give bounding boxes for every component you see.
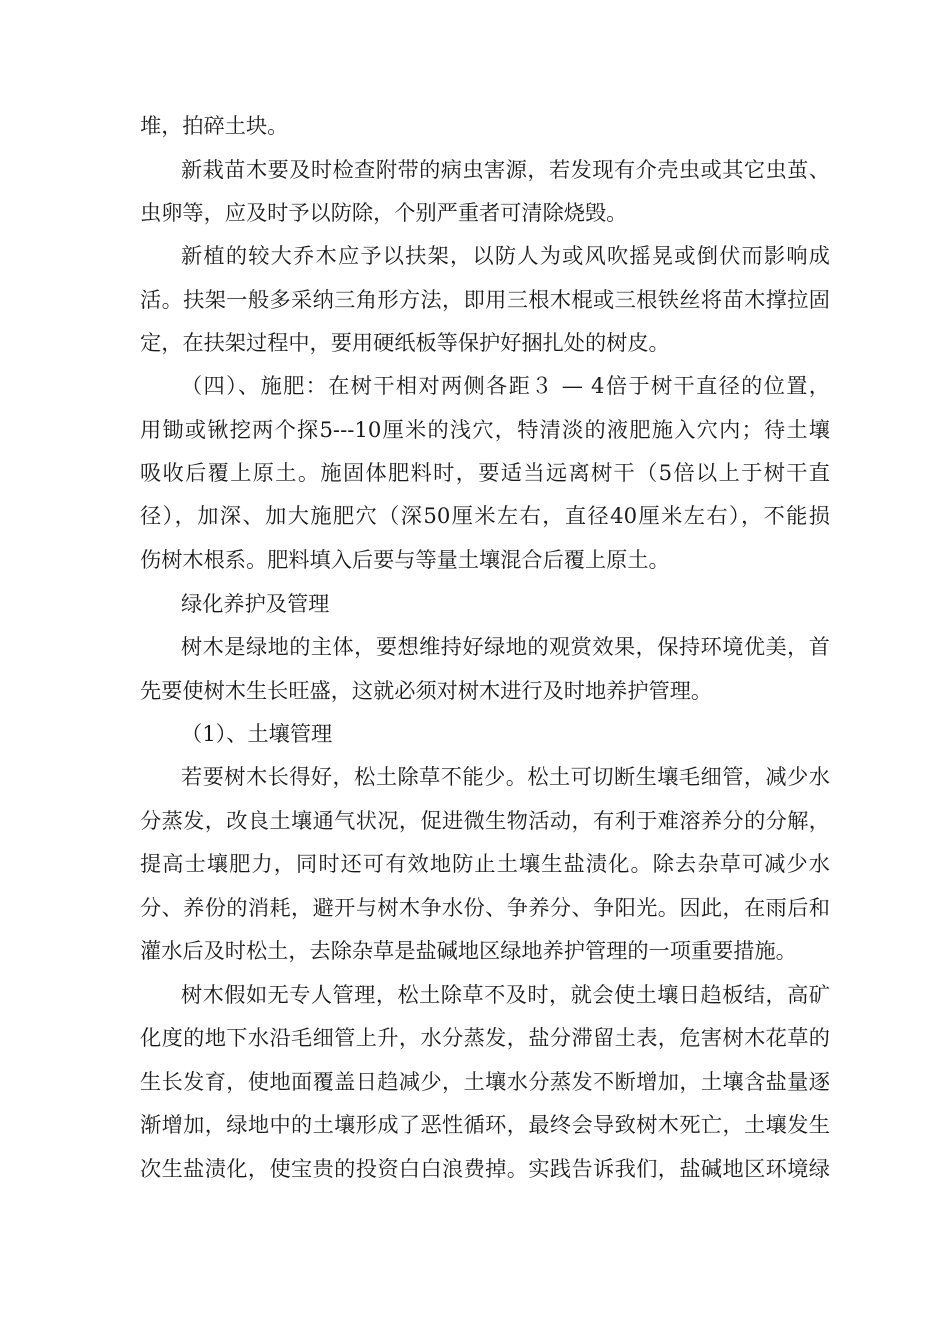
paragraph-start-line: 新植的较大乔木应予以扶架，以防人为或风吹摇晃或倒伏而影响成 (181, 243, 830, 268)
text-line: 次生盐渍化，使宝贵的投资白白浪费掉。实践告诉我们，盐碱地区环境绿 (140, 1156, 830, 1181)
section-heading: 绿化养护及管理 (181, 591, 330, 616)
text-line: 定，在扶架过程中，要用硬纸板等保护好捆扎处的树皮。 (140, 330, 670, 355)
text-line: 吸收后覆上原土。施固体肥料时，要适当远离树干（5倍以上于树干直 (140, 460, 830, 485)
text-line: 灌水后及时松土，去除杂草是盐碱地区绿地养护管理的一项重要措施。 (140, 938, 797, 963)
text-line: 渐增加，绿地中的土壤形成了恶性循环，最终会导致树木死亡，土壤发生 (140, 1112, 830, 1137)
text-line: 虫卵等，应及时予以防除，个别严重者可清除烧毁。 (140, 200, 628, 225)
text-line: 用锄或锹挖两个探5---10厘米的浅穴，特清淡的液肥施入穴内；待土壤 (140, 417, 830, 442)
paragraph-start-line: 新栽苗木要及时检查附带的病虫害源，若发现有介壳虫或其它虫茧、 (181, 157, 830, 182)
text-line: 活。扶架一般多采纳三角形方法，即用三根木棍或三根铁丝将苗木撑拉固 (140, 287, 830, 312)
text-line: 径），加深、加大施肥穴（深50厘米左右，直径40厘米左右），不能损 (140, 503, 830, 528)
text-line: 伤树木根系。肥料填入后要与等量土壤混合后覆上原土。 (140, 547, 670, 572)
paragraph-start-line: （四）、施肥：在树干相对两侧各距３ — 4倍于树干直径的位置， (181, 373, 830, 398)
text-line: 化度的地下水沿毛细管上升，水分蒸发，盐分滞留土表，危害树木花草的 (140, 1025, 830, 1050)
paragraph-start-line: 树木是绿地的主体，要想维持好绿地的观赏效果，保持环境优美，首 (181, 634, 830, 659)
text-line: 分蒸发，改良土壤通气状况，促进微生物活动，有利于难溶养分的分解， (140, 808, 830, 833)
text-line: 先要使树木生长旺盛，这就必须对树木进行及时地养护管理。 (140, 678, 713, 703)
subsection-heading: （1）、土壤管理 (181, 721, 333, 746)
paragraph-start-line: 树木假如无专人管理，松土除草不及时，就会使土壤日趋板结，高矿 (181, 982, 830, 1007)
text-line: 生长发育，使地面覆盖日趋减少，土壤水分蒸发不断增加，土壤含盐量逐 (140, 1069, 830, 1094)
paragraph-start-line: 若要树木长得好，松土除草不能少。松土可切断生壤毛细管，减少水 (181, 764, 830, 789)
text-line: 分、养份的消耗，避开与树木争水份、争养分、争阳光。因此，在雨后和 (140, 895, 830, 920)
text-line: 提高士壤肥力，同时还可有效地防止土壤生盐渍化。除去杂草可减少水 (140, 851, 830, 876)
text-line: 堆，拍碎土块。 (140, 113, 289, 138)
